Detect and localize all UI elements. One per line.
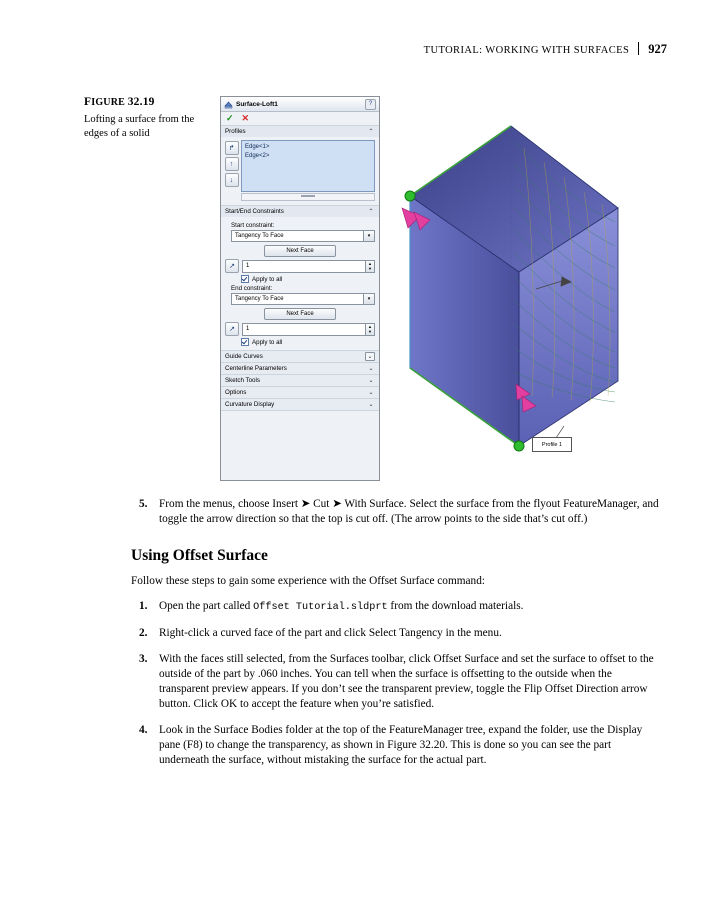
end-tangent-length-input[interactable] xyxy=(242,323,375,336)
spinner-buttons[interactable]: ▲ ▼ xyxy=(365,261,374,272)
step-text: Right-click a curved face of the part and click Select Tangency in the menu. xyxy=(159,626,502,639)
section-guide-curves-title: Guide Curves xyxy=(225,353,263,360)
surface-loft-icon xyxy=(224,100,233,109)
step-number: 3. xyxy=(139,652,148,665)
running-head xyxy=(424,40,667,57)
start-tangent-length-value: 1 xyxy=(246,263,250,269)
section-options xyxy=(221,387,379,399)
figure-label-rest: IGURE xyxy=(91,97,126,108)
step-number: 2. xyxy=(139,626,148,639)
list-item xyxy=(131,626,661,641)
pm-confirm-row xyxy=(221,112,379,126)
figure-caption xyxy=(84,95,204,141)
loft-preview-graphic xyxy=(386,96,676,476)
page-number: 927 xyxy=(648,42,667,56)
section-sketch-tools-title: Sketch Tools xyxy=(225,377,260,384)
end-next-face-button[interactable]: Next Face xyxy=(264,308,336,320)
step-number: 4. xyxy=(139,723,148,736)
section-sketch-tools xyxy=(221,375,379,387)
chevron-down-icon[interactable]: ⌄ xyxy=(368,378,374,384)
profile-callout: Profile 1 xyxy=(532,437,572,452)
chevron-down-icon[interactable]: ⌄ xyxy=(368,402,374,408)
section-heading: Using Offset Surface xyxy=(131,547,268,565)
step-text: With the faces still selected, from the Surfaces toolbar, click Offset Surface and set the surface to offset to the outside of the part by .060 inches. You can tell when the surface is offsetting to the outside when the transparent preview appears. If you don’t see the transparent preview, toggle the Flip Offset Direction arrow button. Click OK to accept the feature when you’re satisfied. xyxy=(159,652,654,710)
end-constraint-label: End constraint: xyxy=(231,285,273,292)
cancel-button[interactable]: ✕ xyxy=(241,113,250,123)
start-constraint-label: Start constraint: xyxy=(231,222,275,229)
pm-title-bar xyxy=(221,97,379,112)
profiles-selection-list[interactable] xyxy=(241,140,375,192)
step-5-list xyxy=(131,497,661,527)
chevron-down-icon[interactable]: ⌄ xyxy=(365,352,375,361)
section-centerline-parameters xyxy=(221,363,379,375)
end-tangent-length-row xyxy=(225,322,375,336)
profiles-list-scrollbar[interactable] xyxy=(241,193,375,201)
section-curvature-display xyxy=(221,399,379,411)
chevron-down-icon[interactable]: ▾ xyxy=(363,294,374,304)
step-number: 1. xyxy=(139,600,148,613)
section-curvature-display-header[interactable] xyxy=(221,399,379,410)
pm-title-label: Surface-Loft1 xyxy=(236,100,278,108)
checkbox-checked-icon[interactable] xyxy=(241,275,249,283)
end-constraint-select[interactable] xyxy=(231,293,375,305)
end-apply-to-all-label: Apply to all xyxy=(252,338,283,346)
section-guide-curves-header[interactable] xyxy=(221,351,379,362)
figure-label-prefix: F xyxy=(84,96,92,108)
step-number: 5. xyxy=(139,498,148,510)
step-text: From the menus, choose Insert ➤ Cut ➤ With Surface. Select the surface from the flyout FeatureManager, and toggle the arrow direction so that the top is cut off. (The arrow points to the side that’s cut off.) xyxy=(159,498,659,526)
figure-3d-model xyxy=(386,96,676,476)
section-centerline-parameters-title: Centerline Parameters xyxy=(225,365,287,372)
start-tangent-length-row xyxy=(225,259,375,273)
start-tangent-length-input[interactable] xyxy=(242,260,375,273)
profiles-tool-column xyxy=(225,140,238,201)
start-apply-to-all-label: Apply to all xyxy=(252,275,283,283)
end-tangent-length-value: 1 xyxy=(246,326,250,332)
list-item xyxy=(131,497,661,527)
body-content xyxy=(131,497,661,779)
list-item[interactable]: Edge<1> xyxy=(245,144,270,150)
list-item xyxy=(131,723,661,768)
property-manager-panel[interactable] xyxy=(220,96,380,481)
help-icon[interactable]: ? xyxy=(365,99,376,110)
spinner-buttons[interactable]: ▲ ▼ xyxy=(365,324,374,335)
select-profile-icon[interactable]: ↱ xyxy=(225,141,239,155)
section-profiles-header[interactable] xyxy=(221,126,379,137)
section-start-end-header[interactable] xyxy=(221,206,379,217)
section-guide-curves xyxy=(221,351,379,363)
start-next-face-button[interactable]: Next Face xyxy=(264,245,336,257)
figure-caption-text: Lofting a surface from the edges of a solid xyxy=(84,113,195,139)
section-options-header[interactable] xyxy=(221,387,379,398)
section-profiles-body xyxy=(221,137,379,205)
list-item xyxy=(131,652,661,712)
move-up-button[interactable]: ↑ xyxy=(225,157,239,171)
running-head-divider xyxy=(638,42,639,55)
step-text-post: from the download materials. xyxy=(387,600,524,613)
chevron-up-icon[interactable]: ⌃ xyxy=(368,129,374,135)
list-item[interactable]: Edge<2> xyxy=(245,153,270,159)
section-profiles-title: Profiles xyxy=(225,128,246,135)
chevron-down-icon[interactable]: ⌄ xyxy=(368,366,374,372)
start-apply-to-all-row[interactable] xyxy=(241,275,375,283)
section-options-title: Options xyxy=(225,389,247,396)
section-start-end-title: Start/End Constraints xyxy=(225,208,284,215)
step-text: Look in the Surface Bodies folder at the top of the FeatureManager tree, expand the folder, use the Display pane (F8) to change the transparency, as shown in Figure 32.20. This is done so you can see the part underneath the surface, without mistaking the surface for the actual part. xyxy=(159,723,643,766)
chevron-down-icon[interactable]: ▾ xyxy=(363,231,374,241)
intro-paragraph: Follow these steps to gain some experience with the Offset Surface command: xyxy=(131,575,485,588)
step-text-pre: Open the part called xyxy=(159,600,254,613)
chevron-up-icon[interactable]: ⌃ xyxy=(368,209,374,215)
end-apply-to-all-row[interactable] xyxy=(241,338,375,346)
list-item xyxy=(131,599,661,615)
end-constraint-value: Tangency To Face xyxy=(235,296,284,302)
start-constraint-select[interactable] xyxy=(231,230,375,242)
section-start-end-constraints xyxy=(221,206,379,351)
chevron-down-icon[interactable]: ⌄ xyxy=(368,390,374,396)
start-constraint-value: Tangency To Face xyxy=(235,233,284,239)
running-head-title: TUTORIAL: WORKING WITH SURFACES xyxy=(423,45,630,56)
checkbox-checked-icon[interactable] xyxy=(241,338,249,346)
section-centerline-parameters-header[interactable] xyxy=(221,363,379,374)
figure-label-number: 32.19 xyxy=(127,96,155,108)
ok-button[interactable]: ✓ xyxy=(226,113,234,123)
section-sketch-tools-header[interactable] xyxy=(221,375,379,386)
step-text-code: Offset Tutorial.sldprt xyxy=(253,602,388,614)
offset-surface-steps xyxy=(131,599,661,768)
tangent-length-icon[interactable]: ↗ xyxy=(225,322,239,336)
move-down-button[interactable]: ↓ xyxy=(225,173,239,187)
section-curvature-display-title: Curvature Display xyxy=(225,401,275,408)
section-profiles xyxy=(221,126,379,206)
section-start-end-body xyxy=(221,217,379,350)
figure-label xyxy=(84,95,204,111)
tangent-length-icon[interactable]: ↗ xyxy=(225,259,239,273)
